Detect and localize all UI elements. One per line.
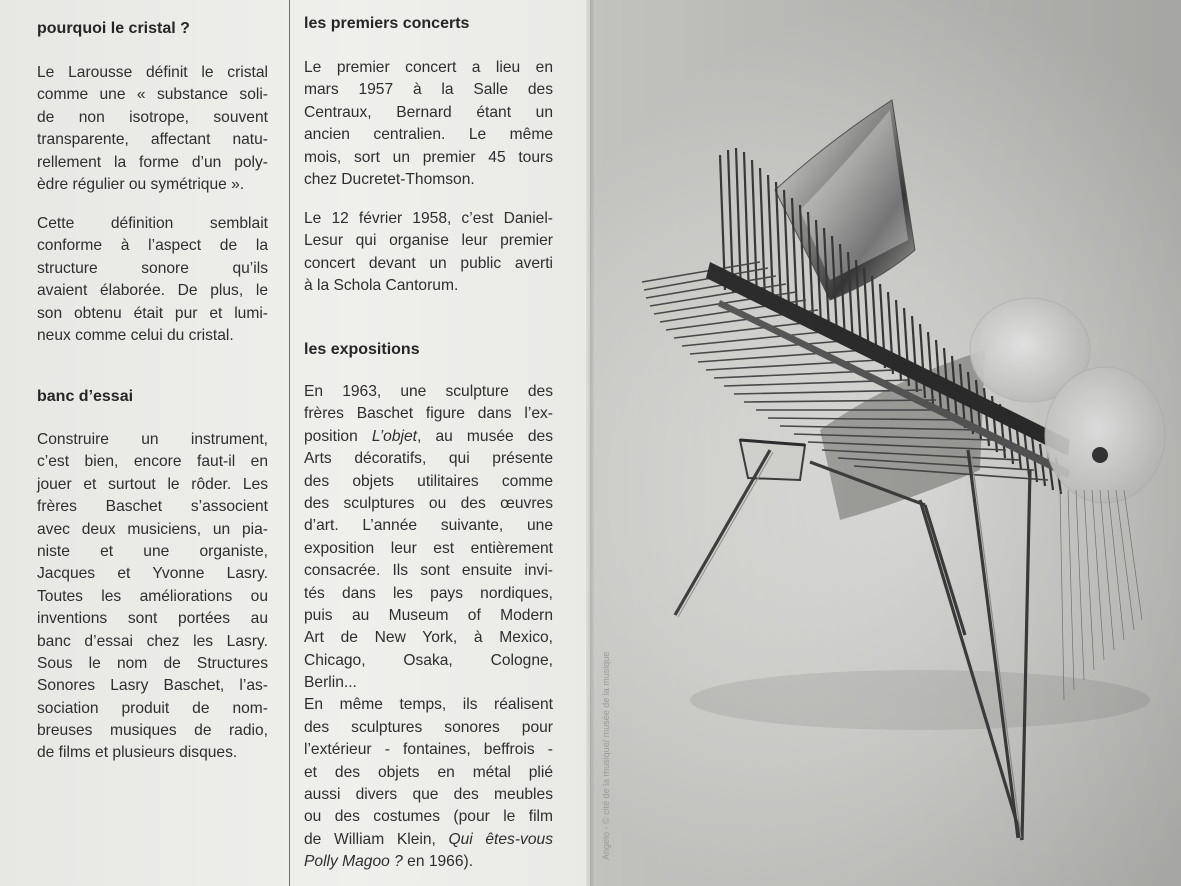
text-line: mars 1957 à la Salle des (304, 81, 553, 99)
text-line: Toutes les améliorations ou (37, 587, 268, 605)
heading-les-expositions: les expositions (304, 341, 420, 358)
text-line: structure sonore qu’ils (37, 259, 268, 277)
text-line: Polly Magoo ? en 1966). (304, 853, 474, 871)
text-line: Centraux, Bernard étant un (304, 103, 553, 121)
text-line: frères Baschet s’associent (37, 498, 268, 516)
paragraph-larousse (37, 62, 268, 196)
paragraph-expositions (304, 381, 553, 874)
paragraph-premier-concert (304, 57, 553, 191)
text-line: position L’objet, au musée des (304, 427, 553, 445)
text-line: Art de New York, à Mexico, (304, 629, 553, 647)
text-line: à la Schola Cantorum. (304, 277, 459, 295)
text-line: aussi divers que des meubles (304, 786, 553, 804)
text-line: concert devant un public averti (304, 254, 553, 272)
text-line: breuses musiques de radio, (37, 722, 268, 740)
text-line: et des objets en métal plié (304, 763, 553, 781)
sculpture-photo (590, 0, 1181, 886)
text-line: Jacques et Yvonne Lasry. (37, 565, 268, 583)
text-line: banc d’essai chez les Lasry. (37, 632, 268, 650)
paragraph-construire (37, 429, 268, 765)
text-line: consacrée. Ils sont ensuite invi- (304, 562, 553, 580)
text-line: de non isotrope, souvent (37, 108, 268, 126)
text-line: Sonores Lasry Baschet, l’as- (37, 677, 268, 695)
text-line: Construire un instrument, (37, 431, 268, 448)
text-line: ancien centralien. Le même (304, 126, 553, 144)
text-line: frères Baschet figure dans l’ex- (304, 405, 553, 423)
text-line: inventions sont portées au (37, 610, 268, 628)
text-line: niste et une organiste, (37, 542, 268, 560)
text-line: Cette définition semblait (37, 215, 268, 232)
text-line: Chicago, Osaka, Cologne, (304, 651, 553, 669)
text-line: En même temps, ils réalisent (304, 696, 553, 714)
text-line: jouer et surtout le rôder. Les (37, 475, 268, 493)
text-line: Arts décoratifs, qui présente (304, 450, 553, 468)
heading-les-premiers-concerts: les premiers concerts (304, 15, 470, 32)
text-line: èdre régulier ou symétrique ». (37, 175, 245, 193)
text-line: Le Larousse définit le cristal (37, 64, 268, 81)
text-line: sociation produit de nom- (37, 699, 268, 717)
page-spine (586, 0, 594, 886)
text-line: des sculptures ou des œuvres (304, 494, 553, 512)
text-line: avec deux musiciens, un pia- (37, 520, 268, 538)
text-line: puis au Museum of Modern (304, 606, 553, 624)
text-line: tés dans les pays nordiques, (304, 584, 553, 602)
text-line: mois, sort un premier 45 tours (304, 148, 553, 166)
text-line: des objets utilitaires comme (304, 472, 553, 490)
text-line: exposition leur est entièrement (304, 539, 553, 557)
text-line: Le 12 février 1958, c’est Daniel- (304, 210, 553, 227)
text-line: transparente, affectant natu- (37, 131, 268, 149)
text-line: ou des costumes (pour le film (304, 808, 553, 826)
text-line: chez Ducretet-Thomson. (304, 170, 475, 188)
text-line: des sculptures sonores pour (304, 718, 553, 736)
text-line: d’art. L’année suivante, une (304, 517, 553, 535)
text-line: Berlin... (304, 674, 357, 692)
photo-credit: Angelo - © cité de la musique/ musée de la musique (601, 651, 611, 860)
text-line: de William Klein, Qui êtes-vous (304, 830, 553, 848)
paragraph-fevrier-1958 (304, 208, 553, 298)
text-line: neux comme celui du cristal. (37, 326, 234, 344)
text-line: En 1963, une sculpture des (304, 383, 553, 400)
heading-banc-d-essai: banc d’essai (37, 388, 134, 405)
text-line: rellement la forme d’un poly- (37, 153, 268, 171)
text-line: avaient élaborée. De plus, le (37, 282, 268, 300)
text-line: Lesur qui organise leur premier (304, 232, 553, 250)
text-line: de films et plusieurs disques. (37, 744, 238, 762)
text-line: Sous le nom de Structures (37, 654, 268, 672)
column-divider (289, 0, 290, 886)
text-line: conforme à l’aspect de la (37, 237, 268, 255)
heading-pourquoi-le-cristal: pourquoi le cristal ? (37, 20, 190, 37)
text-line: l’extérieur - fontaines, beffrois - (304, 741, 553, 759)
paragraph-definition (37, 213, 268, 347)
text-line: Le premier concert a lieu en (304, 59, 553, 76)
text-line: son obtenu était pur et lumi- (37, 304, 268, 322)
text-line: comme une « substance soli- (37, 86, 268, 104)
text-line: c’est bien, encore faut-il en (37, 453, 268, 471)
crystal-baschet-sculpture-icon (590, 0, 1181, 886)
